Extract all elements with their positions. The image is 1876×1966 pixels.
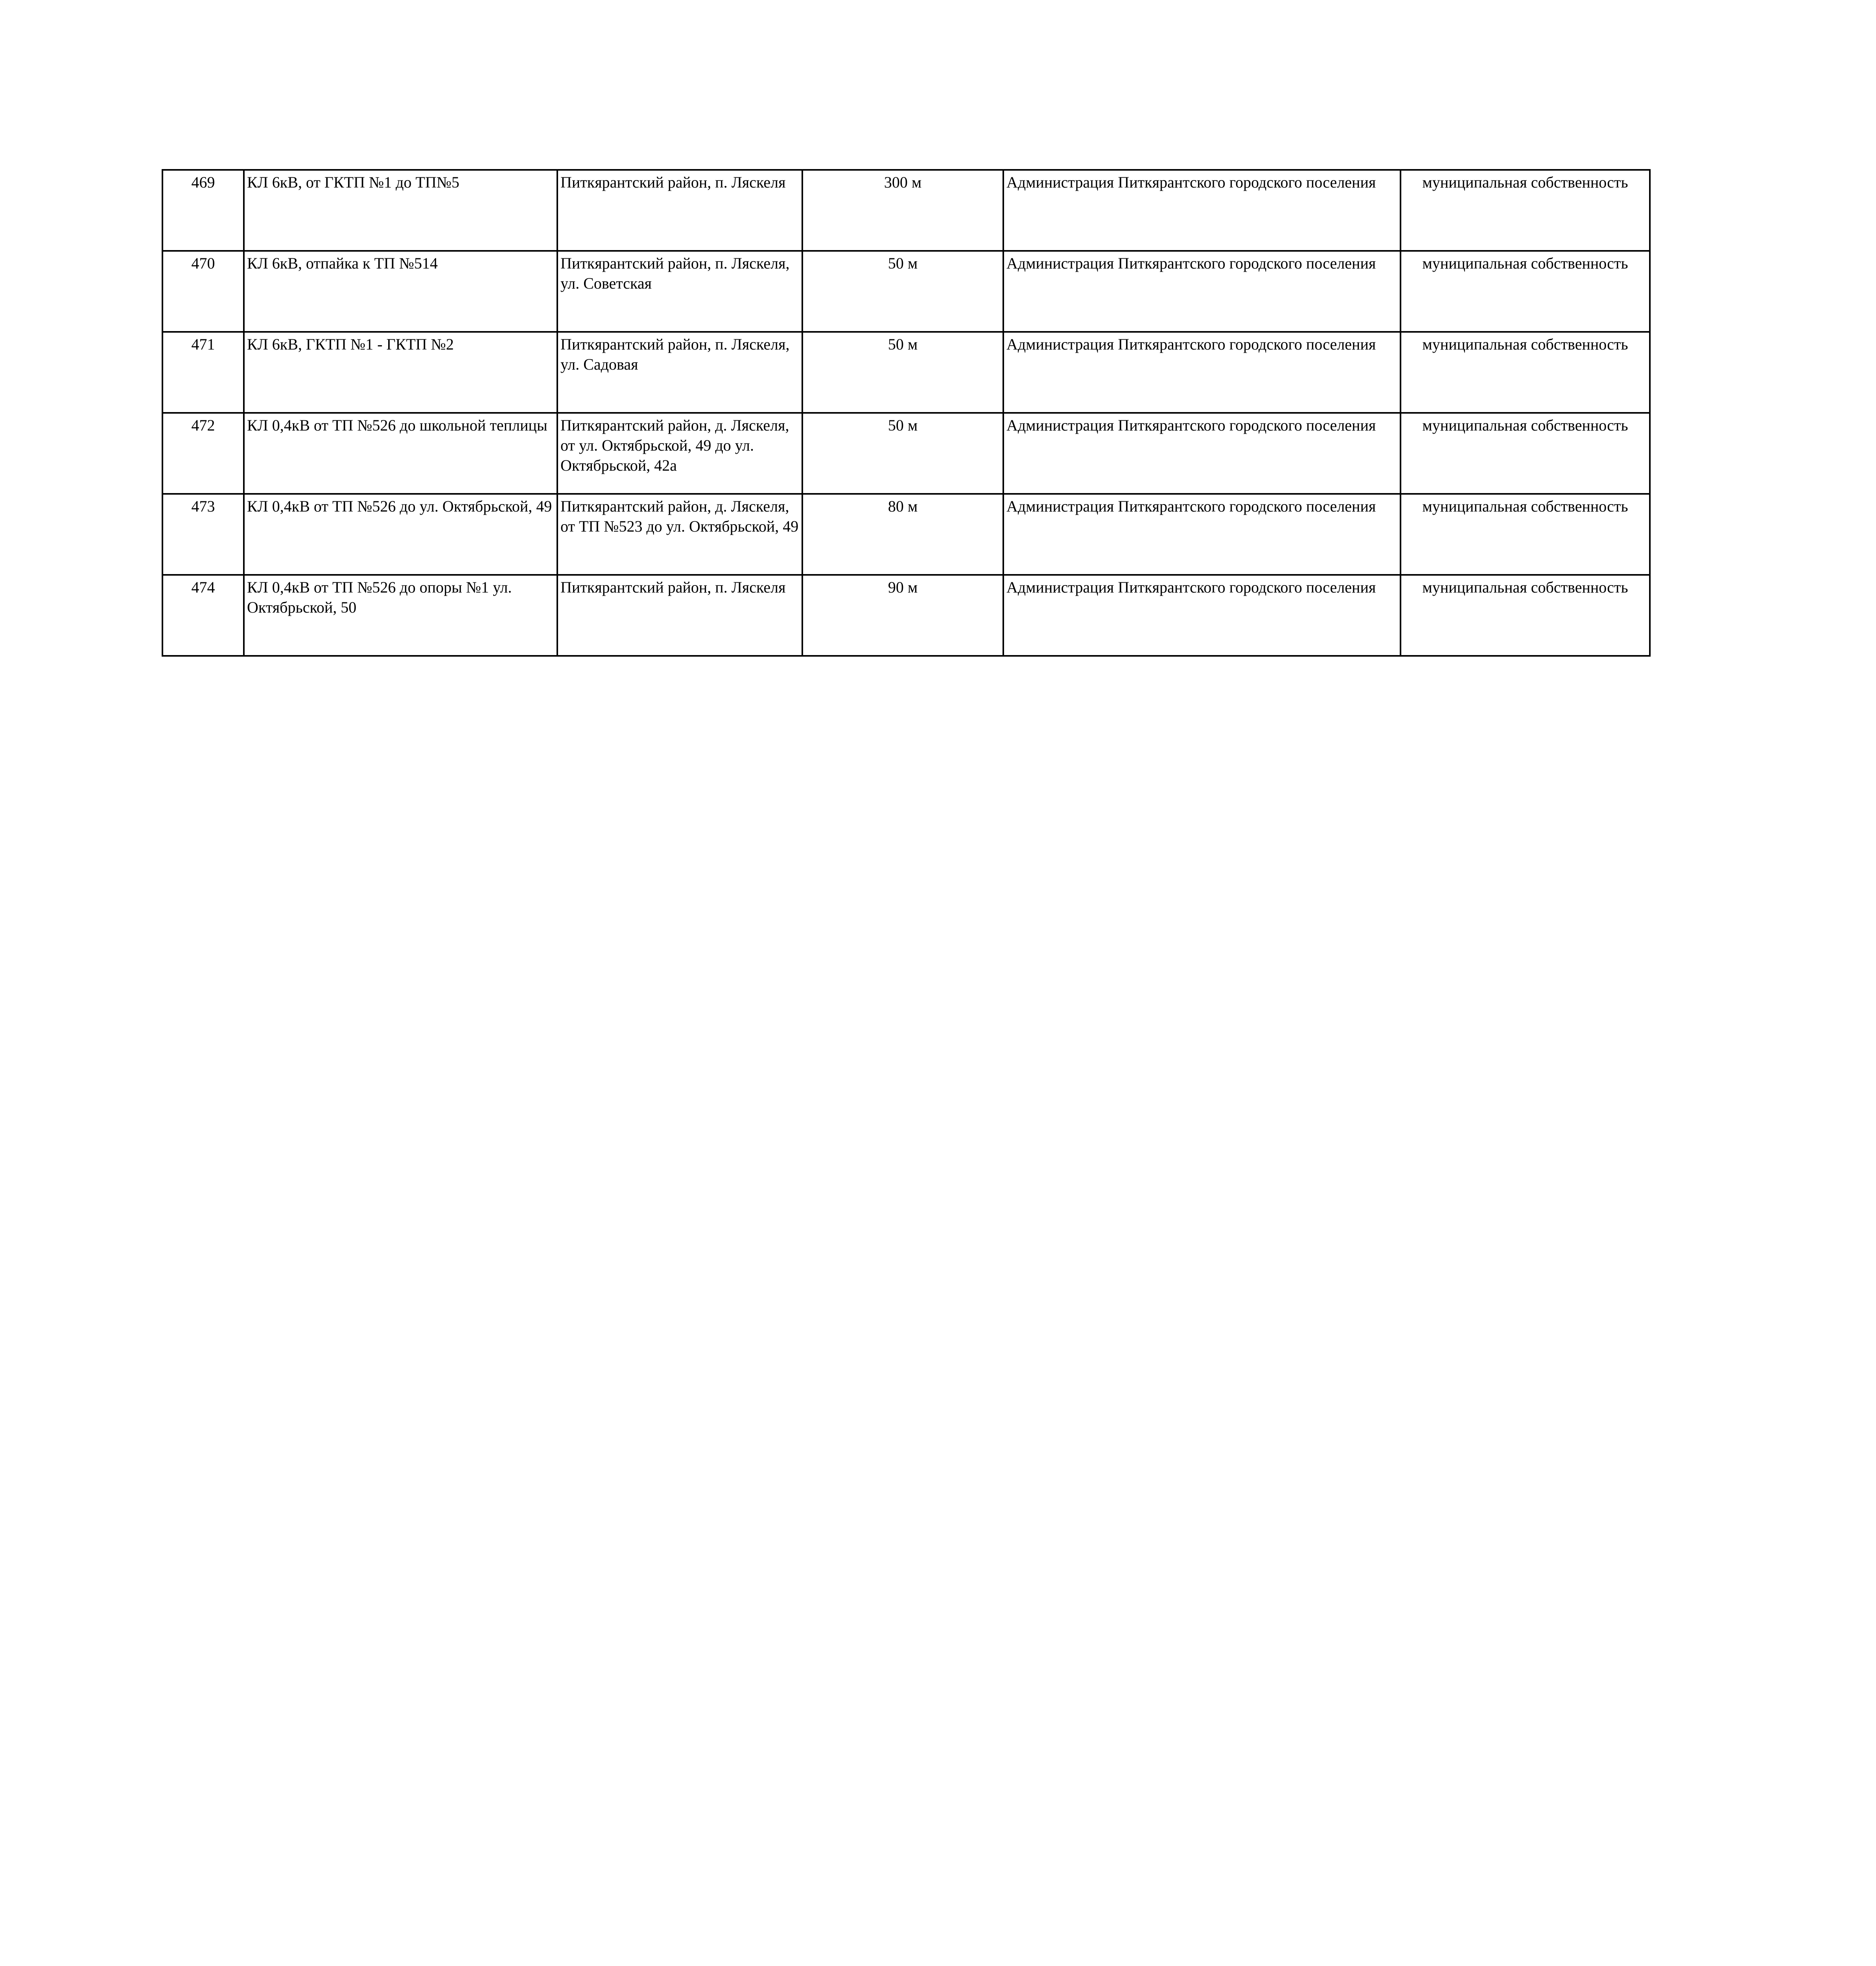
row-number-cell: 474 — [162, 575, 244, 656]
object-name-cell: КЛ 0,4кВ от ТП №526 до опоры №1 ул. Октябрьской, 50 — [244, 575, 557, 656]
object-name-cell: КЛ 6кВ, отпайка к ТП №514 — [244, 251, 557, 332]
row-number-cell: 471 — [162, 332, 244, 413]
address-cell: Питкярантский район, п. Ляскеля — [557, 170, 802, 251]
table-row — [162, 413, 1650, 494]
address-cell: Питкярантский район, п. Ляскеля, ул. Советская — [557, 251, 802, 332]
row-number-cell: 472 — [162, 413, 244, 494]
holder-cell: Администрация Питкярантского городского поселения — [1003, 575, 1401, 656]
ownership-cell: муниципальная собственность — [1401, 170, 1650, 251]
ownership-cell: муниципальная собственность — [1401, 494, 1650, 575]
row-number-cell: 473 — [162, 494, 244, 575]
address-cell: Питкярантский район, п. Ляскеля — [557, 575, 802, 656]
address-cell: Питкярантский район, д. Ляскеля, от ТП №523 до ул. Октябрьской, 49 — [557, 494, 802, 575]
length-cell: 300 м — [802, 170, 1003, 251]
holder-cell: Администрация Питкярантского городского поселения — [1003, 494, 1401, 575]
holder-cell: Администрация Питкярантского городского поселения — [1003, 251, 1401, 332]
holder-cell: Администрация Питкярантского городского поселения — [1003, 332, 1401, 413]
row-number-cell: 469 — [162, 170, 244, 251]
holder-cell: Администрация Питкярантского городского поселения — [1003, 413, 1401, 494]
table-row — [162, 494, 1650, 575]
address-cell: Питкярантский район, п. Ляскеля, ул. Садовая — [557, 332, 802, 413]
length-cell: 50 м — [802, 413, 1003, 494]
length-cell: 80 м — [802, 494, 1003, 575]
object-name-cell: КЛ 6кВ, ГКТП №1 - ГКТП №2 — [244, 332, 557, 413]
ownership-cell: муниципальная собственность — [1401, 332, 1650, 413]
ownership-cell: муниципальная собственность — [1401, 251, 1650, 332]
length-cell: 90 м — [802, 575, 1003, 656]
object-name-cell: КЛ 0,4кВ от ТП №526 до школьной теплицы — [244, 413, 557, 494]
table-row — [162, 170, 1650, 251]
address-cell: Питкярантский район, д. Ляскеля, от ул. Октябрьской, 49 до ул. Октябрьской, 42а — [557, 413, 802, 494]
table-row — [162, 251, 1650, 332]
property-registry-table — [162, 169, 1651, 657]
length-cell: 50 м — [802, 332, 1003, 413]
holder-cell: Администрация Питкярантского городского поселения — [1003, 170, 1401, 251]
ownership-cell: муниципальная собственность — [1401, 575, 1650, 656]
object-name-cell: КЛ 6кВ, от ГКТП №1 до ТП№5 — [244, 170, 557, 251]
table-row — [162, 332, 1650, 413]
ownership-cell: муниципальная собственность — [1401, 413, 1650, 494]
table-row — [162, 575, 1650, 656]
object-name-cell: КЛ 0,4кВ от ТП №526 до ул. Октябрьской, 49 — [244, 494, 557, 575]
row-number-cell: 470 — [162, 251, 244, 332]
length-cell: 50 м — [802, 251, 1003, 332]
